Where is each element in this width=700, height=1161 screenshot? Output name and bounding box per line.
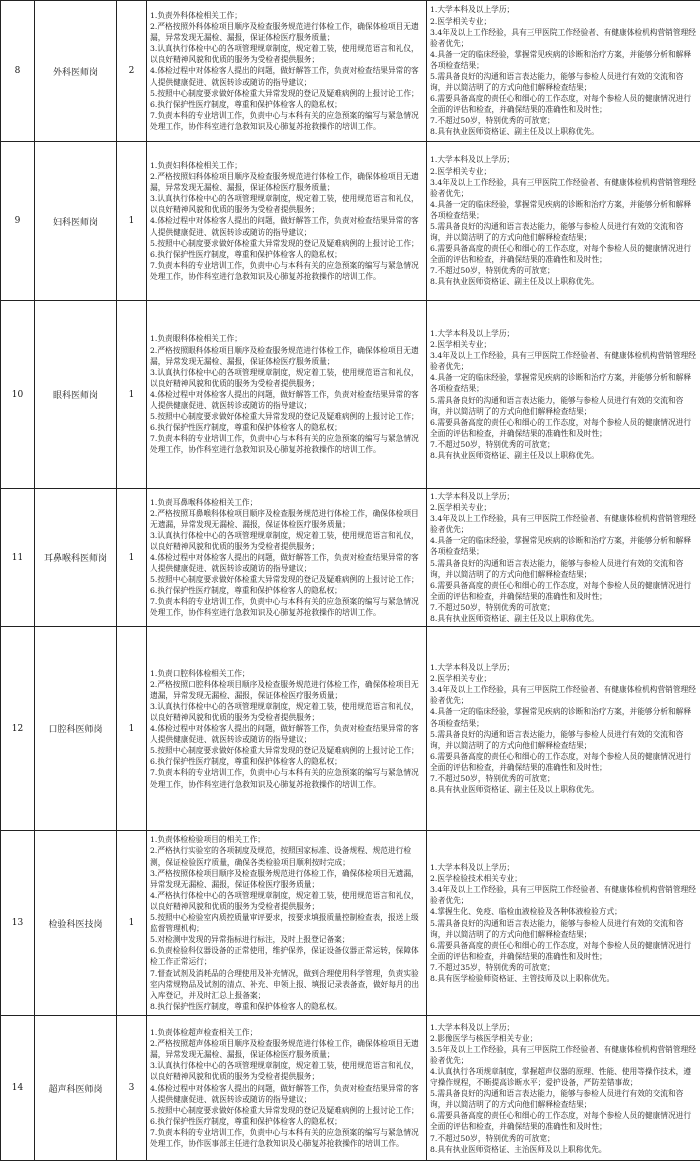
requirements-cell	[427, 489, 700, 627]
requirement-item: 4.具备一定的临床经验，掌握常见疾病的诊断和治疗方案，并能够分析和解释各项检查结果；	[430, 49, 697, 71]
duty-item: 4.体检过程中对体检客人提出的问题，做好解答工作，负责对检查结果异常的客人提供健康促进、就医转诊或随访的指导建议；	[150, 65, 423, 87]
row-number: 8	[1, 1, 35, 142]
requirement-item: 3.4年及以上工作经验，具有三甲医院工作经验者、有健康体检机构营销管理经验者优先；	[430, 513, 697, 535]
requirement-item: 5.需具备良好的沟通和语言表达能力，能够与参检人员进行有效的交流和咨询，并以简洁明了的方式向他们解释检查结果；	[430, 395, 697, 417]
duty-item: 3.认真执行体检中心的各项管理规章制度，规定着工装，使用规范语言和礼仪，以良好精神风貌和优质的服务为受检者提供服务；	[150, 367, 423, 389]
requirement-item: 3.4年及以上工作经验，具有三甲医院工作经验者、有健康体检机构营销管理经验者优先；	[430, 350, 697, 372]
table-row	[1, 831, 700, 1016]
duty-item: 5.对检测中发现的异常指标进行标注，及时上报登记备案；	[150, 934, 423, 945]
requirement-item: 1.大学本科及以上学历；	[430, 491, 697, 502]
requirement-item: 6.需要具备高度的责任心和细心的工作态度，对每个参检人员的健康情况进行全面的评估和检查，并确保结果的准确性和及时性；	[430, 93, 697, 115]
requirements-cell	[427, 142, 700, 301]
requirement-item: 8.具有医学检验师资格证、主管技师及以上职称优先。	[430, 973, 697, 984]
requirement-item: 7.不超过50岁，特别优秀的可放宽；	[430, 602, 697, 613]
requirement-item: 1.大学本科及以上学历；	[430, 154, 697, 165]
duty-item: 4.体检过程中对体检客人提出的问题，做好解答工作，负责对检查结果异常的客人提供健康促进、就医转诊或随访的指导建议；	[150, 389, 423, 411]
requirement-item: 1.大学本科及以上学历；	[430, 4, 697, 15]
duty-item: 3.认真执行体检中心的各项管理规章制度，规定着工装，使用规范语言和礼仪，以良好精神风貌和优质的服务为受检者提供服务；	[150, 43, 423, 65]
duty-item: 1.负责眼科体检相关工作；	[150, 333, 423, 344]
duty-item: 1.负责外科体检相关工作；	[150, 10, 423, 21]
row-number: 9	[1, 142, 35, 301]
requirement-item: 5.需具备良好的沟通和语言表达能力，能够与参检人员进行有效的交流和咨询，并以简洁明了的方式向他们解释检查结果；	[430, 71, 697, 93]
duty-item: 3.认真执行体检中心的各项管理规章制度，规定着工装，使用规范语言和礼仪，以良好精神风貌和优质的服务为受检者提供服务；	[150, 1060, 423, 1082]
duty-item: 2.严格按照眼科体检项目顺序及检查服务规范进行体检工作，确保体检项目无遗漏，异常发现无漏检、漏报，保证体检医疗服务质量；	[150, 345, 423, 367]
requirement-item: 2.医学相关专业；	[430, 502, 697, 513]
requirement-item: 2.医学相关专业；	[430, 673, 697, 684]
duty-item: 4.体检过程中对体检客人提出的问题，做好解答工作，负责对检查结果异常的客人提供健康促进、就医转诊或随访的指导建议；	[150, 215, 423, 237]
requirement-item: 5.需具备良好的沟通和语言表达能力，能够与参检人员进行有效的交流和咨询，并以简洁明了的方式向他们解释检查结果；	[430, 1088, 697, 1110]
duties-cell	[147, 301, 427, 489]
requirement-item: 7.不超过50岁，特别优秀的可放宽；	[430, 439, 697, 450]
headcount: 1	[117, 831, 147, 1016]
duty-item: 5.按照中心制度要求做好体检重大异常发现的登记及疑难病例的上报讨论工作；	[150, 411, 423, 422]
requirement-item: 2.医学相关专业；	[430, 339, 697, 350]
requirement-item: 4.具备一定的临床经验，掌握常见疾病的诊断和治疗方案，并能够分析和解释各项检查结果；	[430, 199, 697, 221]
requirement-item: 4.具备一定的临床经验，掌握常见疾病的诊断和治疗方案，并能够分析和解释各项检查结果；	[430, 372, 697, 394]
requirement-item: 2.医学检验技术相关专业；	[430, 873, 697, 884]
duty-item: 2.严格按照口腔科体检项目顺序及检查服务规范进行体检工作，确保体检项目无遗漏，异常发现无漏检、漏报，保证体检医疗服务质量；	[150, 679, 423, 701]
requirement-item: 3.4年及以上工作经验，具有三甲医院工作经验者、有健康体检机构营销管理经验者优先；	[430, 684, 697, 706]
requirement-item: 1.大学本科及以上学历；	[430, 328, 697, 339]
requirement-item: 6.需要具备高度的责任心和细心的工作态度，对每个参检人员的健康情况进行全面的评估和检查，并确保结果的准确性和及时性；	[430, 243, 697, 265]
duty-item: 7.督查试剂及消耗品的合理使用及补充情况，做到合理使用科学管理，负责实验室内常规物品及试剂的清点、补充、申领上报、填报记录表备查，做好每月的出入库登记，并及时汇总上报备案；	[150, 968, 423, 1001]
requirement-item: 6.需要具备高度的责任心和细心的工作态度，对每个参检人员的健康情况进行全面的评估和检查，并确保结果的准确性和及时性；	[430, 417, 697, 439]
requirement-item: 7.不超过50岁，特别优秀的可放宽；	[430, 773, 697, 784]
position-name: 口腔科医师岗	[35, 627, 117, 831]
requirement-item: 3.4年及以上工作经验，具有三甲医院工作经验者、有健康体检机构营销管理经验者优先；	[430, 27, 697, 49]
duty-item: 1.负责妇科体检相关工作；	[150, 160, 423, 171]
duty-item: 3.严格按照体检项目顺序及检查服务规范进行体检工作，确保体检项目无遗漏，异常发现无漏检、漏报，保证体检医疗服务质量；	[150, 868, 423, 890]
row-number: 11	[1, 489, 35, 627]
requirement-item: 3.4年及以上工作经验，具有三甲医院工作经验者、有健康体检机构营销管理经验者优先；	[430, 177, 697, 199]
headcount: 1	[117, 489, 147, 627]
requirement-item: 2.医学相关专业；	[430, 16, 697, 27]
headcount: 1	[117, 142, 147, 301]
requirement-item: 8.具有执业医师资格证、副主任及以上职称优先。	[430, 126, 697, 137]
table-row	[1, 301, 700, 489]
duty-item: 8.执行保护性医疗制度，尊重和保护体检客人的隐私权。	[150, 1001, 423, 1012]
requirement-item: 1.大学本科及以上学历；	[430, 662, 697, 673]
duties-cell	[147, 1016, 427, 1161]
duty-item: 2.严格按照妇科体检项目顺序及检查服务规范进行体检工作，确保体检项目无遗漏，异常发现无漏检、漏报，保证体检医疗服务质量；	[150, 171, 423, 193]
duty-item: 5.按照中心制度要求做好体检重大异常发现的登记及疑难病例的上报讨论工作；	[150, 88, 423, 99]
headcount: 1	[117, 301, 147, 489]
requirement-item: 8.具有执业医师资格证、副主任及以上职称优先。	[430, 784, 697, 795]
duty-item: 6.执行保护性医疗制度，尊重和保护体检客人的隐私权；	[150, 1116, 423, 1127]
table-row	[1, 1, 700, 142]
duty-item: 6.负责检验科仪器设备的正常使用，维护保养，保证设备仪器正常运转，保障体检工作正常运行；	[150, 945, 423, 967]
requirement-item: 7.不超过50岁，特别优秀的可放宽；	[430, 1133, 697, 1144]
duties-cell	[147, 627, 427, 831]
duty-item: 2.严格按照外科体检项目顺序及检查服务规范进行体检工作，确保体检项目无遗漏，异常发现无漏检、漏报，保证体检医疗服务质量；	[150, 21, 423, 43]
requirement-item: 5.需具备良好的沟通和语言表达能力，能够与参检人员进行有效的交流和咨询，并以简洁明了的方式向他们解释检查结果；	[430, 558, 697, 580]
requirement-item: 2.影像医学与核医学相关专业；	[430, 1033, 697, 1044]
requirement-item: 5.需具备良好的沟通和语言表达能力，能够与参检人员进行有效的交流和咨询，并以简洁明了的方式向他们解释检查结果；	[430, 729, 697, 751]
duty-item: 6.执行保护性医疗制度，尊重和保护体检客人的隐私权；	[150, 99, 423, 110]
headcount: 3	[117, 1016, 147, 1161]
requirement-item: 6.需要具备高度的责任心和细心的工作态度，对每个参检人员的健康情况进行全面的评估和检查，并确保结果的准确性和及时性；	[430, 1110, 697, 1132]
requirements-cell	[427, 301, 700, 489]
duty-item: 5.按照中心制度要求做好体检重大异常发现的登记及疑难病例的上报讨论工作；	[150, 745, 423, 756]
requirement-item: 6.需要具备高度的责任心和细心的工作态度，对每个参检人员的健康情况进行全面的评估和检查，并确保结果的准确性和及时性；	[430, 751, 697, 773]
duty-item: 5.按照中心制度要求做好体检重大异常发现的登记及疑难病例的上报讨论工作；	[150, 574, 423, 585]
duty-item: 2.严格执行实验室的各项制度及规范，按照国家标准、设备规程、规范进行检测，保证检验医疗质量，确保各类检验项目顺利按时完成；	[150, 845, 423, 867]
position-name: 外科医师岗	[35, 1, 117, 142]
duty-item: 7.负责本科的专业培训工作，负责中心与本科有关的应急预案的编写与紧急情况处理工作，协作科室进行急救知识及心肺复苏抢救操作的培训工作。	[150, 110, 423, 132]
duty-item: 5.按照中心制度要求做好体检重大异常发现的登记及疑难病例的上报讨论工作；	[150, 1105, 423, 1116]
table-row	[1, 489, 700, 627]
requirements-cell	[427, 1016, 700, 1161]
requirement-item: 4.掌握生化、免疫、临检血液检验及各种体液检验方式；	[430, 906, 697, 917]
requirement-item: 8.具有执业医师资格证、主治医师及以上职称优先。	[430, 1144, 697, 1155]
requirement-item: 4.具备一定的临床经验，掌握常见疾病的诊断和治疗方案，并能够分析和解释各项检查结果；	[430, 706, 697, 728]
requirements-cell	[427, 1, 700, 142]
duty-item: 5.按照中心制度要求做好体检重大异常发现的登记及疑难病例的上报讨论工作；	[150, 238, 423, 249]
requirement-item: 6.需要具备高度的责任心和细心的工作态度，对每个参检人员的健康情况进行全面的评估和检查，并确保结果的准确性和及时性；	[430, 940, 697, 962]
table-row	[1, 142, 700, 301]
requirement-item: 7.不超过50岁，特别优秀的可放宽；	[430, 115, 697, 126]
duty-item: 7.负责本科的专业培训工作，负责中心与本科有关的应急预案的编写与紧急情况处理工作，协作科室进行急救知识及心肺复苏抢救操作的培训工作。	[150, 433, 423, 455]
requirement-item: 7.不超过35岁，特别优秀的可放宽；	[430, 962, 697, 973]
requirement-item: 4.具备一定的临床经验，掌握常见疾病的诊断和治疗方案，并能够分析和解释各项检查结果；	[430, 535, 697, 557]
row-number: 10	[1, 301, 35, 489]
position-name: 眼科医师岗	[35, 301, 117, 489]
duty-item: 6.执行保护性医疗制度，尊重和保护体检客人的隐私权；	[150, 585, 423, 596]
requirement-item: 8.具有执业医师资格证、副主任及以上职称优先。	[430, 613, 697, 624]
duty-item: 2.严格按照耳鼻喉科体检项目顺序及检查服务规范进行体检工作，确保体检项目无遗漏，异常发现无漏检、漏报，保证体检医疗服务质量；	[150, 508, 423, 530]
duty-item: 1.负责耳鼻喉科体检相关工作；	[150, 497, 423, 508]
requirement-item: 6.需要具备高度的责任心和细心的工作态度，对每个参检人员的健康情况进行全面的评估和检查，并确保结果的准确性和及时性；	[430, 580, 697, 602]
duty-item: 3.认真执行体检中心的各项管理规章制度，规定着工装，使用规范语言和礼仪，以良好精神风貌和优质的服务为受检者提供服务；	[150, 701, 423, 723]
row-number: 14	[1, 1016, 35, 1161]
duty-item: 7.负责本科的专业培训工作，负责中心与本科有关的应急预案的编写与紧急情况处理工作，协作科室进行急救知识及心肺复苏抢救操作的培训工作。	[150, 260, 423, 282]
duties-cell	[147, 489, 427, 627]
duty-item: 3.认真执行体检中心的各项管理规章制度，规定着工装，使用规范语言和礼仪，以良好精神风貌和优质的服务为受检者提供服务；	[150, 530, 423, 552]
duty-item: 1.负责体检超声检查相关工作；	[150, 1027, 423, 1038]
duty-item: 6.执行保护性医疗制度，尊重和保护体检客人的隐私权；	[150, 422, 423, 433]
duty-item: 7.负责本科的专业培训工作，负责中心与本科有关的应急预案的编写与紧急情况处理工作，协作科室进行急救知识及心肺复苏抢救操作的培训工作。	[150, 596, 423, 618]
duty-item: 5.按照中心检验室内质控质量审评要求，按要求填报质量控制检查表，报送上级监督管理机构；	[150, 912, 423, 934]
table-row	[1, 1016, 700, 1161]
job-table-body	[1, 1, 700, 1161]
duty-item: 3.认真执行体检中心的各项管理规章制度，规定着工装，使用规范语言和礼仪，以良好精神风貌和优质的服务为受检者提供服务；	[150, 193, 423, 215]
duty-item: 1.负责体检检验项目的相关工作；	[150, 834, 423, 845]
position-name: 检验科医技岗	[35, 831, 117, 1016]
requirement-item: 1.大学本科及以上学历；	[430, 862, 697, 873]
duty-item: 6.执行保护性医疗制度，尊重和保护体检客人的隐私权；	[150, 756, 423, 767]
duty-item: 1.负责口腔科体检相关工作；	[150, 668, 423, 679]
requirement-item: 8.具有执业医师资格证、副主任及以上职称优先。	[430, 450, 697, 461]
table-row	[1, 627, 700, 831]
row-number: 13	[1, 831, 35, 1016]
requirement-item: 4.认真执行各项规章制度，掌握超声仪器的原理、性能、使用等操作技术，遵守操作规程，不断提高诊断水平；爱护设备，严防差错事故；	[430, 1066, 697, 1088]
requirement-item: 3.4年及以上工作经验，具有三甲医院工作经验者、有健康体检机构营销管理经验者优先；	[430, 884, 697, 906]
requirement-item: 2.医学相关专业；	[430, 166, 697, 177]
duty-item: 6.执行保护性医疗制度，尊重和保护体检客人的隐私权；	[150, 249, 423, 260]
requirement-item: 1.大学本科及以上学历；	[430, 1022, 697, 1033]
requirement-item: 8.具有执业医师资格证、副主任及以上职称优先。	[430, 276, 697, 287]
position-name: 超声科医师岗	[35, 1016, 117, 1161]
duty-item: 2.严格按照超声体检项目顺序及检查服务规范进行体检工作，确保体检项目无遗漏，异常发现无漏检、漏报，保证体检医疗服务质量；	[150, 1038, 423, 1060]
requirement-item: 7.不超过50岁，特别优秀的可放宽；	[430, 265, 697, 276]
requirement-item: 3.5年及以上工作经验，具有三甲医院工作经验者、有健康体检机构营销管理经验者优先；	[430, 1044, 697, 1066]
row-number: 12	[1, 627, 35, 831]
duty-item: 7.负责本科的专业培训工作，负责中心与本科有关的应急预案的编写与紧急情况处理工作，协作科室进行急救知识及心肺复苏抢救操作的培训工作。	[150, 767, 423, 789]
headcount: 2	[117, 1, 147, 142]
duty-item: 4.体检过程中对体检客人提出的问题，做好解答工作，负责对检查结果异常的客人提供健康促进、就医转诊或随访的指导建议；	[150, 1083, 423, 1105]
duties-cell	[147, 1, 427, 142]
duty-item: 4.体检过程中对体检客人提出的问题，做好解答工作，负责对检查结果异常的客人提供健康促进、就医转诊或随访的指导建议；	[150, 552, 423, 574]
requirement-item: 5.需具备良好的沟通和语言表达能力，能够与参检人员进行有效的交流和咨询，并以简洁明了的方式向他们解释检查结果；	[430, 918, 697, 940]
position-name: 耳鼻喉科医师岗	[35, 489, 117, 627]
duty-item: 4.体检过程中对体检客人提出的问题，做好解答工作，负责对检查结果异常的客人提供健康促进、就医转诊或随访的指导建议；	[150, 723, 423, 745]
requirements-cell	[427, 831, 700, 1016]
requirement-item: 5.需具备良好的沟通和语言表达能力，能够与参检人员进行有效的交流和咨询，并以简洁明了的方式向他们解释检查结果；	[430, 221, 697, 243]
headcount: 1	[117, 627, 147, 831]
position-name: 妇科医师岗	[35, 142, 117, 301]
duties-cell	[147, 831, 427, 1016]
duty-item: 7.负责本科的专业培训工作，负责中心与本科有关的应急预案的编写与紧急情况处理工作，协作医事部主任进行急救知识及心肺复苏抢救操作的培训工作。	[150, 1127, 423, 1149]
duty-item: 4.严格执行体检中心的各项管理规章制度，规定着工装，使用规范语言和礼仪，以良好精神风貌和优质的服务为受检者提供服务；	[150, 890, 423, 912]
duties-cell	[147, 142, 427, 301]
requirements-cell	[427, 627, 700, 831]
